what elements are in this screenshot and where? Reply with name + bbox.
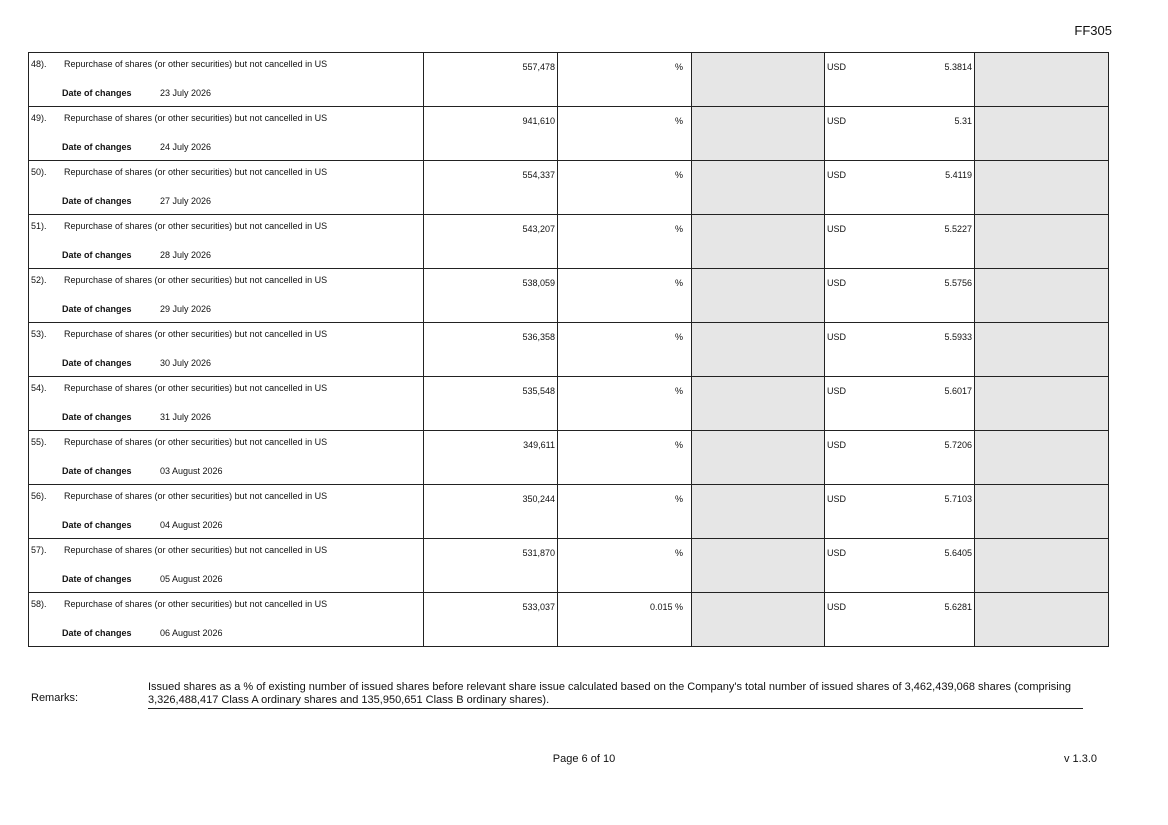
date-value: 04 August 2026: [160, 520, 223, 530]
shares-value: 536,358: [522, 332, 555, 342]
shaded-cell: [692, 215, 825, 269]
row-description: Repurchase of shares (or other securities) but not cancelled in US: [64, 329, 328, 339]
price-value: 5.7206: [944, 440, 972, 450]
shares-value: 543,207: [522, 224, 555, 234]
price-cell: [825, 431, 975, 485]
row-description: Repurchase of shares (or other securities) but not cancelled in US: [64, 221, 328, 231]
table-row: [29, 107, 1109, 161]
date-label: Date of changes: [62, 88, 132, 98]
percent-value: %: [674, 62, 683, 72]
shaded-cell: [692, 323, 825, 377]
percent-cell: [558, 107, 692, 161]
row-index: 56).: [31, 491, 47, 501]
date-value: 24 July 2026: [160, 142, 212, 152]
price-cell: [825, 161, 975, 215]
description-cell: [29, 539, 424, 593]
date-value: 31 July 2026: [160, 412, 212, 422]
price-cell: [825, 53, 975, 107]
shares-cell: [424, 323, 558, 377]
description-cell: [29, 53, 424, 107]
percent-value: %: [674, 224, 683, 234]
shaded-cell: [692, 269, 825, 323]
shaded-cell: [975, 107, 1109, 161]
shaded-cell: [975, 431, 1109, 485]
shares-value: 533,037: [522, 602, 555, 612]
shares-value: 535,548: [522, 386, 555, 396]
version-label: v 1.3.0: [1063, 753, 1097, 765]
row-index: 55).: [31, 437, 47, 447]
shaded-cell: [692, 53, 825, 107]
date-value: 29 July 2026: [160, 304, 212, 314]
percent-cell: [558, 377, 692, 431]
shares-value: 557,478: [522, 62, 555, 72]
row-description: Repurchase of shares (or other securities) but not cancelled in US: [64, 437, 328, 447]
table-row: [29, 539, 1109, 593]
price-value: 5.7103: [944, 494, 972, 504]
shaded-cell: [692, 107, 825, 161]
row-index: 53).: [31, 329, 47, 339]
price-value: 5.5933: [944, 332, 972, 342]
description-cell: [29, 107, 424, 161]
date-value: 03 August 2026: [160, 466, 223, 476]
shares-cell: [424, 485, 558, 539]
percent-cell: [558, 539, 692, 593]
shares-cell: [424, 161, 558, 215]
price-value: 5.6017: [944, 386, 972, 396]
repurchase-table: [28, 52, 1109, 647]
table-row: [29, 485, 1109, 539]
shaded-cell: [975, 323, 1109, 377]
table-row: [29, 215, 1109, 269]
shares-cell: [424, 269, 558, 323]
date-label: Date of changes: [62, 574, 132, 584]
currency-value: USD: [827, 602, 847, 612]
date-value: 28 July 2026: [160, 250, 212, 260]
table-row: [29, 269, 1109, 323]
description-cell: [29, 593, 424, 647]
page-number: Page 6 of 10: [552, 753, 616, 765]
table-row: [29, 431, 1109, 485]
currency-value: USD: [827, 440, 847, 450]
percent-value: %: [674, 548, 683, 558]
row-index: 54).: [31, 383, 47, 393]
price-value: 5.6405: [944, 548, 972, 558]
shares-cell: [424, 431, 558, 485]
description-cell: [29, 269, 424, 323]
description-cell: [29, 377, 424, 431]
description-cell: [29, 161, 424, 215]
currency-value: USD: [827, 116, 847, 126]
row-description: Repurchase of shares (or other securities) but not cancelled in US: [64, 167, 328, 177]
currency-value: USD: [827, 278, 847, 288]
remarks-text: Issued shares as a % of existing number of issued shares before relevant share issue calculated based on the Company's total number of issued shares of 3,462,439,068 shares (comprising 3,326,488,417 Class A ordinary shares and 135,950,651 Class B ordinary shares).: [148, 681, 1083, 709]
shaded-cell: [975, 539, 1109, 593]
percent-value: %: [674, 332, 683, 342]
row-index: 51).: [31, 221, 47, 231]
shaded-cell: [692, 539, 825, 593]
percent-cell: [558, 323, 692, 377]
date-label: Date of changes: [62, 520, 132, 530]
row-index: 50).: [31, 167, 47, 177]
row-index: 58).: [31, 599, 47, 609]
description-cell: [29, 431, 424, 485]
price-cell: [825, 269, 975, 323]
row-index: 57).: [31, 545, 47, 555]
percent-value: %: [674, 170, 683, 180]
row-description: Repurchase of shares (or other securities) but not cancelled in US: [64, 59, 328, 69]
shaded-cell: [975, 593, 1109, 647]
shaded-cell: [692, 161, 825, 215]
table-row: [29, 161, 1109, 215]
date-value: 06 August 2026: [160, 628, 223, 638]
currency-value: USD: [827, 62, 847, 72]
percent-cell: [558, 593, 692, 647]
date-label: Date of changes: [62, 466, 132, 476]
date-label: Date of changes: [62, 250, 132, 260]
shaded-cell: [975, 269, 1109, 323]
percent-cell: [558, 431, 692, 485]
currency-value: USD: [827, 386, 847, 396]
description-cell: [29, 485, 424, 539]
description-cell: [29, 323, 424, 377]
row-description: Repurchase of shares (or other securities) but not cancelled in US: [64, 545, 328, 555]
currency-value: USD: [827, 332, 847, 342]
percent-value: %: [674, 440, 683, 450]
row-index: 48).: [31, 59, 47, 69]
price-cell: [825, 539, 975, 593]
percent-value: %: [674, 278, 683, 288]
shares-cell: [424, 377, 558, 431]
shaded-cell: [975, 215, 1109, 269]
percent-value: 0.015 %: [649, 602, 683, 612]
date-label: Date of changes: [62, 358, 132, 368]
shaded-cell: [692, 485, 825, 539]
table-row: [29, 53, 1109, 107]
shaded-cell: [975, 53, 1109, 107]
remarks-label: Remarks:: [31, 692, 79, 704]
percent-cell: [558, 53, 692, 107]
price-cell: [825, 107, 975, 161]
shaded-cell: [692, 431, 825, 485]
price-value: 5.5756: [944, 278, 972, 288]
shares-cell: [424, 539, 558, 593]
date-label: Date of changes: [62, 412, 132, 422]
price-value: 5.5227: [944, 224, 972, 234]
table-row: [29, 323, 1109, 377]
percent-cell: [558, 161, 692, 215]
date-value: 27 July 2026: [160, 196, 212, 206]
date-label: Date of changes: [62, 142, 132, 152]
row-description: Repurchase of shares (or other securities) but not cancelled in US: [64, 383, 328, 393]
currency-value: USD: [827, 170, 847, 180]
percent-value: %: [674, 116, 683, 126]
percent-cell: [558, 485, 692, 539]
price-cell: [825, 323, 975, 377]
table-row: [29, 593, 1109, 647]
row-index: 49).: [31, 113, 47, 123]
date-label: Date of changes: [62, 196, 132, 206]
row-description: Repurchase of shares (or other securities) but not cancelled in US: [64, 491, 328, 501]
price-cell: [825, 485, 975, 539]
date-value: 30 July 2026: [160, 358, 212, 368]
description-cell: [29, 215, 424, 269]
shares-value: 349,611: [523, 440, 555, 450]
shaded-cell: [975, 377, 1109, 431]
row-description: Repurchase of shares (or other securities) but not cancelled in US: [64, 113, 328, 123]
shaded-cell: [692, 377, 825, 431]
percent-value: %: [674, 494, 683, 504]
price-cell: [825, 593, 975, 647]
shares-cell: [424, 53, 558, 107]
row-index: 52).: [31, 275, 47, 285]
percent-cell: [558, 269, 692, 323]
percent-cell: [558, 215, 692, 269]
currency-value: USD: [827, 224, 847, 234]
table-row: [29, 377, 1109, 431]
shares-value: 531,870: [522, 548, 555, 558]
percent-value: %: [674, 386, 683, 396]
price-value: 5.6281: [944, 602, 972, 612]
row-description: Repurchase of shares (or other securities) but not cancelled in US: [64, 599, 328, 609]
shares-cell: [424, 107, 558, 161]
shaded-cell: [692, 593, 825, 647]
price-value: 5.31: [954, 116, 972, 126]
price-cell: [825, 215, 975, 269]
shares-value: 350,244: [522, 494, 555, 504]
shares-value: 538,059: [522, 278, 555, 288]
currency-value: USD: [827, 494, 847, 504]
shaded-cell: [975, 161, 1109, 215]
shaded-cell: [975, 485, 1109, 539]
shares-value: 941,610: [522, 116, 555, 126]
row-description: Repurchase of shares (or other securities) but not cancelled in US: [64, 275, 328, 285]
shares-cell: [424, 215, 558, 269]
date-value: 05 August 2026: [160, 574, 223, 584]
form-code: FF305: [1074, 23, 1112, 38]
shares-cell: [424, 593, 558, 647]
price-cell: [825, 377, 975, 431]
date-label: Date of changes: [62, 304, 132, 314]
currency-value: USD: [827, 548, 847, 558]
price-value: 5.3814: [944, 62, 972, 72]
date-label: Date of changes: [62, 628, 132, 638]
price-value: 5.4119: [945, 170, 972, 180]
date-value: 23 July 2026: [160, 88, 212, 98]
shares-value: 554,337: [522, 170, 555, 180]
